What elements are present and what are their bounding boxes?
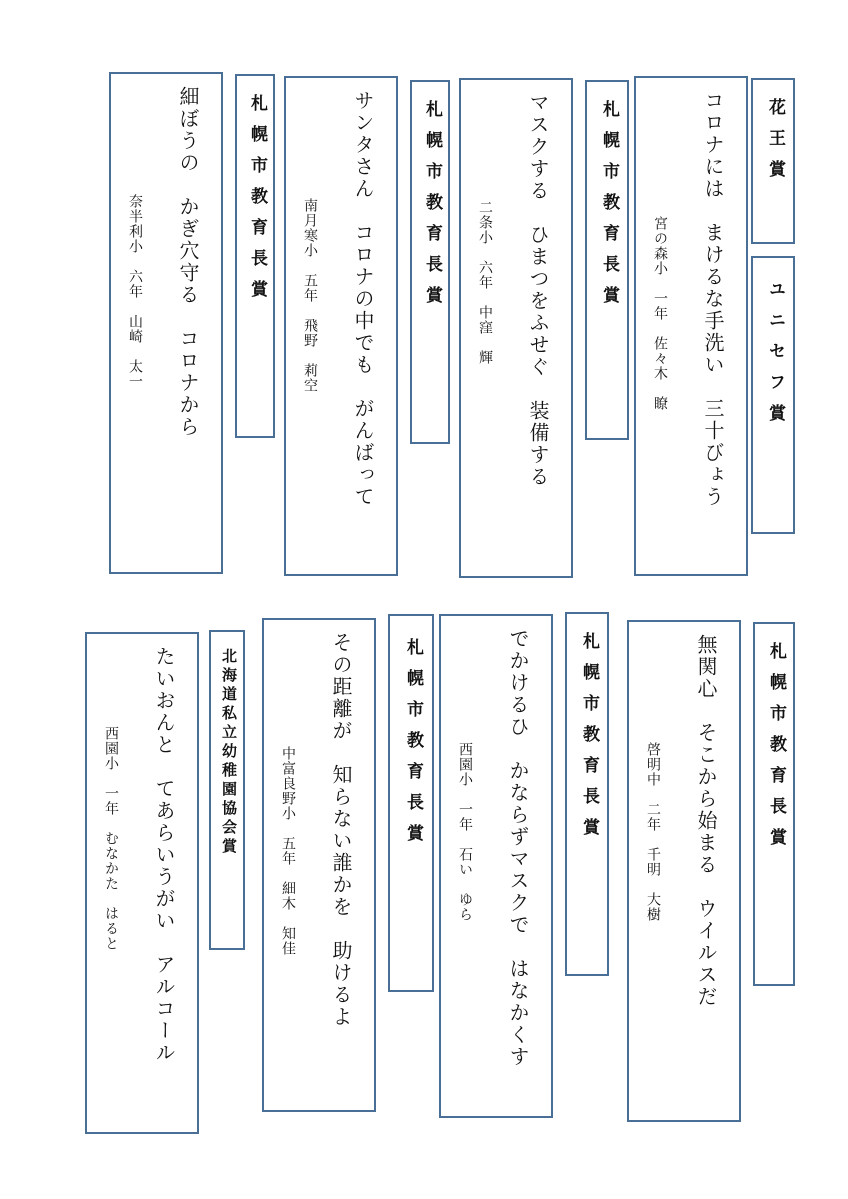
award-label-sapporo [235,74,275,438]
award-text: 札幌市教育長賞 [403,638,423,855]
poem-text: その距離が 知らない誰かを 助けるよ [329,632,353,1028]
award-text: 花王賞 [765,98,785,191]
poem-author: 中富良野小 五年 細木 知佳 [280,746,296,956]
award-text: 北海道私立幼稚園協会賞 [220,648,238,857]
award-text: 札幌市教育長賞 [247,94,267,311]
award-label-sapporo [753,622,795,986]
poem-author: 西園小 一年 石い ゆら [457,742,473,922]
award-text: 札幌市教育長賞 [422,100,442,317]
poem-card [109,72,223,574]
poem-card [459,78,573,578]
award-label-sapporo [410,80,450,444]
poem-author: 啓明中 二年 千明 大樹 [645,742,661,922]
poem-text: マスクする ひまつをふせぐ 装備する [526,92,550,488]
poem-text: 細ぼうの かぎ穴守る コロナから [176,86,200,438]
poem-author: 二条小 六年 中窪 輝 [477,200,493,365]
award-text: 札幌市教育長賞 [579,632,599,849]
poem-card [634,76,748,576]
poem-card [439,614,553,1118]
poem-card [627,620,741,1122]
poem-text: サンタさん コロナの中でも がんばって [351,90,375,508]
award-label-hokkaido [209,630,245,950]
award-label-unicef [751,256,795,534]
poem-card [85,632,199,1134]
poem-text: でかけるひ かならずマスクで はなかくす [506,628,530,1068]
poem-author: 西園小 一年 むなかた はると [103,726,119,951]
award-label-sapporo [585,80,629,440]
award-label-sapporo [565,612,609,976]
poem-text: たいおんと てあらいうがい アルコール [152,646,176,1064]
award-label-kao [751,78,795,244]
award-text: ユニセフ賞 [765,280,785,435]
poem-author: 奈半利小 六年 山崎 太一 [127,194,143,389]
poem-text: コロナには まけるな手洗い 三十びょう [701,90,725,508]
poem-card [284,76,398,576]
award-label-sapporo [388,614,434,992]
poem-card [262,618,376,1112]
poem-author: 宮の森小 一年 佐々木 瞭 [652,216,668,411]
poem-author: 南月寒小 五年 飛野 莉空 [302,198,318,393]
award-text: 札幌市教育長賞 [766,642,786,859]
award-text: 札幌市教育長賞 [599,100,619,317]
poem-text: 無関心 そこから始まる ウイルスだ [694,634,718,1008]
